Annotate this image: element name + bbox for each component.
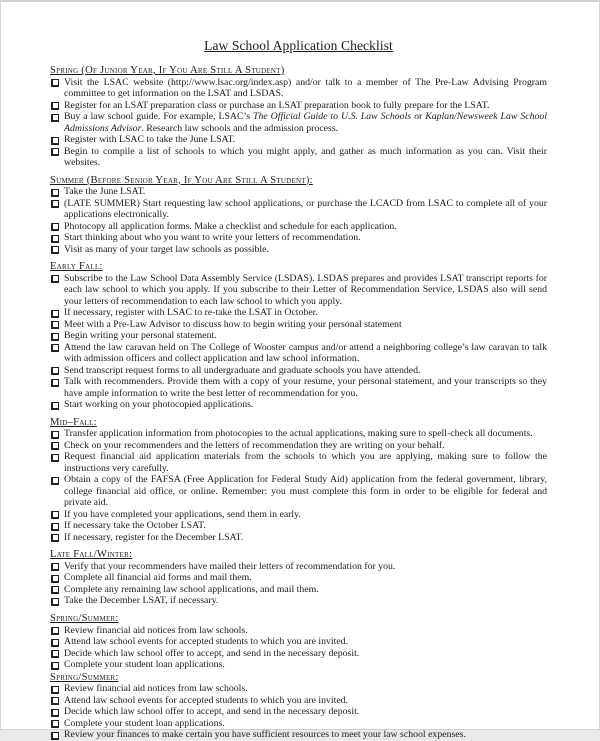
checklist-item-text: If necessary, register for the December LSAT. (64, 531, 244, 543)
checklist-item-text: Take the June LSAT. (64, 186, 146, 198)
checklist-item-text: Visit as many of your target law schools as possible. (64, 243, 269, 255)
checklist-item-text: Check on your recommenders and the letters of recommendation they are writing on your behalf. (64, 439, 445, 451)
checkbox-icon (51, 379, 59, 387)
checkbox-icon (51, 189, 59, 197)
checkbox-icon (51, 431, 59, 439)
checkbox-icon (51, 246, 59, 254)
checklist-item-text (64, 111, 547, 134)
checklist-item-text: Complete your student loan applications. (64, 659, 225, 671)
checklist-item-text: Review your finances to make certain you have sufficient resources to meet your law school expenses. (64, 729, 466, 741)
checklist-item (50, 584, 547, 596)
checklist-item (50, 376, 547, 399)
checklist-item (50, 561, 547, 573)
checklist-item-text: Register with LSAC to take the June LSAT. (64, 134, 236, 146)
checklist-item (50, 706, 547, 718)
checkbox-icon (51, 586, 59, 594)
checklist-sections (50, 65, 547, 741)
checklist-item (50, 532, 547, 544)
section-heading: Spring/Summer: (50, 671, 119, 683)
checklist-item (50, 342, 547, 365)
checklist-item-text: Register for an LSAT preparation class or purchase an LSAT preparation book to fully prepare for the LSAT. (64, 99, 490, 111)
checklist-item-text: Transfer application information from photocopies to the actual applications, making sure to spell-check all documents. (64, 428, 533, 440)
checklist-item-text: Review financial aid notices from law schools. (64, 624, 248, 636)
checklist-item-text: Start working on your photocopied applications. (64, 399, 254, 411)
checklist-item (50, 330, 547, 342)
checklist-item (50, 100, 547, 112)
checklist-item (50, 595, 547, 607)
checklist-item (50, 365, 547, 377)
checklist-item (50, 399, 547, 411)
checkbox-icon (51, 454, 59, 462)
item-text-segment: or (411, 111, 426, 123)
checkbox-icon (51, 627, 59, 635)
section-heading: Spring (Of Junior Year, If You Are Still A Student) (50, 65, 285, 76)
checklist-item (50, 648, 547, 660)
checklist-item (50, 319, 547, 331)
checkbox-icon (51, 511, 59, 519)
checkbox-icon (51, 563, 59, 571)
checklist-item (50, 440, 547, 452)
checkbox-icon (51, 575, 59, 583)
checklist-item-text: Decide which law school offer to accept, and send in the necessary deposit. (64, 647, 360, 659)
checkbox-icon (51, 639, 59, 647)
checklist-item (50, 625, 547, 637)
section-heading: Late Fall/Winter: (50, 549, 133, 561)
checklist-item-text: Begin writing your personal statement. (64, 330, 217, 342)
item-text-italic-segment: The Official Guide to U.S. Law Schools (253, 111, 412, 123)
section-heading: Summer (Before Senior Year, If You Are Still A Student): (50, 174, 313, 186)
checklist-item (50, 683, 547, 695)
checklist-item-text: Request financial aid application materials from the schools to which you are applying, making sure to follow the instructions very carefully. (64, 451, 547, 474)
checklist-item-text: Attend law school events for accepted students to which you are invited. (64, 636, 349, 648)
checklist-item (50, 307, 547, 319)
checklist-item (50, 509, 547, 521)
checklist-item (50, 111, 547, 134)
checkbox-icon (51, 442, 59, 450)
checklist-section (50, 175, 547, 256)
checklist-item (50, 695, 547, 707)
checklist-item-text: Send transcript request forms to all undergraduate and graduate schools you have attended. (64, 364, 421, 376)
checklist-item-text: Attend the law caravan held on The College of Wooster campus and/or attend a neighboring college’s law caravan to talk with admission officers and collect application and law school information. (64, 341, 547, 365)
document-title: Law School Application Checklist (204, 38, 393, 53)
checklist-item (50, 451, 547, 474)
checkbox-icon (51, 402, 59, 410)
checkbox-icon (51, 709, 59, 717)
checkbox-icon (51, 697, 59, 705)
checklist-item-text: Start thinking about who you want to write your letters of recommendation. (64, 232, 361, 244)
section-heading: Mid–Fall: (50, 416, 97, 428)
checkbox-icon (51, 686, 59, 694)
checkbox-icon (51, 200, 59, 208)
checklist-item (50, 273, 547, 308)
checkbox-icon (51, 321, 59, 329)
checklist-item-text: Complete your student loan applications. (64, 717, 225, 729)
checklist-item (50, 428, 547, 440)
checklist-item-text: If necessary take the October LSAT. (64, 520, 206, 532)
checkbox-icon (51, 102, 59, 110)
section-heading: Spring/Summer: (50, 612, 119, 624)
checkbox-icon (51, 235, 59, 243)
checkbox-icon (51, 310, 59, 318)
checklist-item-text: Complete any remaining law school applications, and mail them. (64, 583, 319, 595)
checklist-item-text: Decide which law school offer to accept, and send in the necessary deposit. (64, 706, 360, 718)
checklist-item-text: Visit the LSAC website (http://www.lsac.org/index.asp) and/or talk to a member of The Pre-Law Advising Program committee to get information on the LSAT and LSDAS. (64, 76, 547, 100)
checklist-item (50, 520, 547, 532)
checklist-section (50, 549, 547, 607)
checklist-item-text: Photocopy all application forms. Make a checklist and schedule for each application. (64, 220, 397, 232)
item-text-segment: Buy a law school guide. For example, LSAC’s (64, 111, 254, 123)
checkbox-icon (51, 477, 59, 485)
checkbox-icon (51, 344, 59, 352)
checkbox-icon (51, 137, 59, 145)
item-text-segment: . Research law schools and the admission process. (141, 122, 339, 134)
checkbox-icon (51, 523, 59, 531)
checklist-item (50, 659, 547, 671)
checkbox-icon (51, 223, 59, 231)
checklist-item-text: Review financial aid notices from law schools. (64, 683, 248, 695)
checkbox-icon (51, 598, 59, 606)
checklist-item-text: Attend law school events for accepted students to which you are invited. (64, 694, 349, 706)
checklist-item (50, 146, 547, 169)
checkbox-icon (51, 732, 59, 740)
checklist-item (50, 474, 547, 509)
item-text-italic-segment: Kaplan/Newsweek Law School Admissions Advisor (64, 111, 548, 134)
checklist-item (50, 221, 547, 233)
checklist-item-text: Verify that your recommenders have mailed their letters of recommendation for you. (64, 560, 396, 572)
checklist-item (50, 232, 547, 244)
checkbox-icon (51, 79, 59, 87)
checklist-item (50, 636, 547, 648)
checklist-item (50, 186, 547, 198)
checklist-item (50, 244, 547, 256)
checkbox-icon (51, 720, 59, 728)
checklist-item-text: Begin to compile a list of schools to which you might apply, and gather as much information as you can. Visit their websites. (64, 145, 547, 169)
checkbox-icon (51, 534, 59, 542)
checklist-section (50, 613, 547, 671)
checklist-item-text: Complete all financial aid forms and mail them. (64, 572, 252, 584)
section-heading: Early Fall: (50, 261, 103, 273)
checklist-item-text: (LATE SUMMER) Start requesting law school applications, or purchase the LCACD from LSAC to complete all of your applications electronically. (64, 197, 547, 221)
checklist-item (50, 134, 547, 146)
checklist-item-text: If you have completed your applications, send them in early. (64, 508, 301, 520)
checkbox-icon (51, 275, 59, 283)
checklist-section (50, 261, 547, 411)
checklist-item (50, 77, 547, 100)
checklist-section (50, 65, 547, 169)
checklist-item (50, 198, 547, 221)
checklist-item-text: Obtain a copy of the FAFSA (Free Application for Federal Study Aid) application from the federal government, library, college financial aid office, or online. Remember: you must complete this form in order to be eligible for federal and private aid. (64, 474, 547, 509)
checkbox-icon (51, 650, 59, 658)
checklist-item-text: If necessary, register with LSAC to re-take the LSAT in October. (64, 307, 318, 319)
checkbox-icon (51, 662, 59, 670)
checklist-item (50, 572, 547, 584)
checklist-item-text: Take the December LSAT, if necessary. (64, 595, 219, 607)
checklist-item-text: Subscribe to the Law School Data Assembly Service (LSDAS). LSDAS prepares and provides LSAT transcript reports for each law school to which you apply. If you subscribe to their Letter of Recommendation Service, LSDAS also will send your letters of recommendation to each law school to which you apply. (64, 272, 547, 307)
checklist-item (50, 718, 547, 730)
checklist-item (50, 729, 547, 741)
checkbox-icon (51, 148, 59, 156)
checkbox-icon (51, 333, 59, 341)
checkbox-icon (51, 367, 59, 375)
checkbox-icon (51, 114, 59, 122)
checklist-section (50, 672, 547, 741)
checklist-item-text: Talk with recommenders. Provide them with a copy of your resume, your personal statement, and your transcripts so they have ample information to write the best letter of recommendation for you. (64, 376, 547, 399)
checklist-section (50, 417, 547, 544)
checklist-item-text: Meet with a Pre-Law Advisor to discuss how to begin writing your personal statement (64, 318, 402, 330)
